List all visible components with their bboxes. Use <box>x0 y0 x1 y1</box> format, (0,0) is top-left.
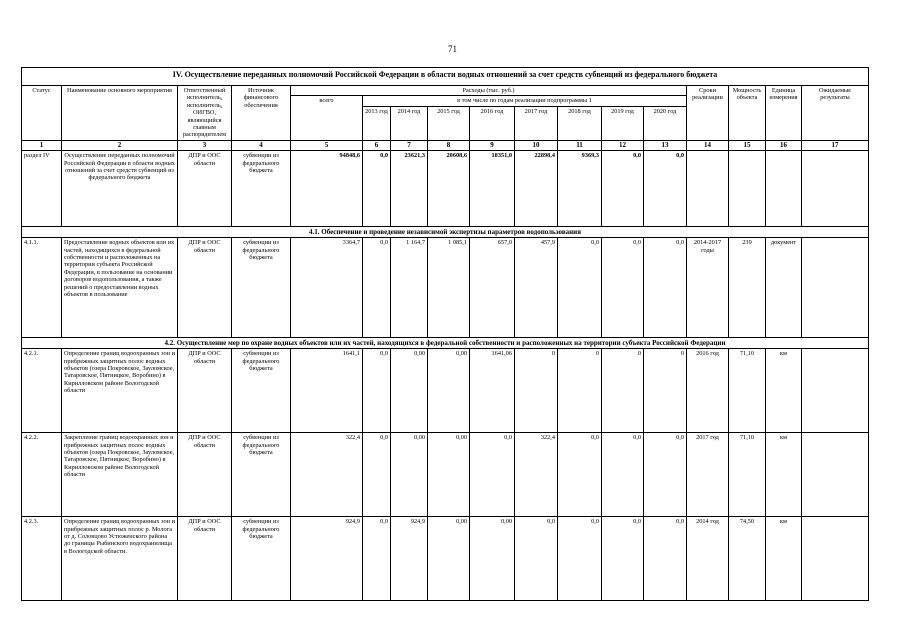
column-number: 9 <box>470 140 515 150</box>
column-number: 12 <box>602 140 644 150</box>
row-value: 0,0 <box>515 517 558 601</box>
column-number: 17 <box>802 140 869 150</box>
row-value: 23621,3 <box>391 151 428 227</box>
row-value: 924,9 <box>291 517 363 601</box>
row-status: 4.2.3. <box>22 517 62 601</box>
row-value: 0,00 <box>428 349 470 433</box>
column-numbers-row <box>22 140 869 150</box>
row-value: 0,00 <box>391 349 428 433</box>
column-number: 15 <box>729 140 766 150</box>
header-terms: Сроки реализации <box>687 86 729 141</box>
row-value: 0,0 <box>558 238 602 338</box>
header-year: 2018 год <box>558 106 602 140</box>
column-number: 1 <box>22 140 62 150</box>
row-value: 0,0 <box>363 238 391 338</box>
column-number: 7 <box>391 140 428 150</box>
row-status: 4.1.1. <box>22 238 62 338</box>
row-value: 0,0 <box>363 349 391 433</box>
row-value: 0,0 <box>644 238 687 338</box>
column-number: 13 <box>644 140 687 150</box>
row-value: 1 085,1 <box>428 238 470 338</box>
row-value: 1641,1 <box>291 349 363 433</box>
row-name: Определение границ водоохранных зон и прибрежных защитных полос р. Молога от д. Соловцово Устюженского района до границы Рыбинского водохранилища в Вологодской области. <box>62 517 178 601</box>
row-value: 0,0 <box>558 433 602 517</box>
row-unit: км <box>766 517 802 601</box>
header-year: 2014 год <box>391 106 428 140</box>
header-status: Статус <box>22 86 62 141</box>
row-capacity: 71,10 <box>729 349 766 433</box>
row-value: 9369,3 <box>558 151 602 227</box>
section-title-4-1: 4.1. Обеспечение и проведение независимой экспертизы параметров водопользования <box>22 227 869 238</box>
row-source: субвенции из федерального бюджета <box>232 433 291 517</box>
column-number: 4 <box>232 140 291 150</box>
row-value: 657,0 <box>470 238 515 338</box>
row-value: 0 <box>602 349 644 433</box>
header-expenses: Расходы (тыс. руб.) <box>291 86 687 96</box>
table-row <box>22 517 869 601</box>
table-row <box>22 433 869 517</box>
row-value: 924,9 <box>391 517 428 601</box>
row-value: 1641,06 <box>470 349 515 433</box>
row-source: субвенции из федерального бюджета <box>232 238 291 338</box>
section-title-4-2: 4.2. Осуществление мер по охране водных объектов или их частей, находящихся в федеральной собственности и расположенных на территории субъекта Российской Федерации <box>22 338 869 349</box>
row-name: Закрепление границ водоохранных зон и прибрежных защитных полос водных объектов (озера Покровское, Зауломское, Татаровское, Пятницкое, Воробино) в Кирилловском районе Вологодской области <box>62 433 178 517</box>
header-year: 2019 год <box>602 106 644 140</box>
row-terms: 2016 год <box>687 349 729 433</box>
header-name: Наименование основного мероприятия <box>62 86 178 141</box>
row-unit: документ <box>766 238 802 338</box>
column-number: 16 <box>766 140 802 150</box>
row-value: 0 <box>515 349 558 433</box>
row-responsible: ДПР и ООС области <box>178 517 232 601</box>
row-value: 322,4 <box>515 433 558 517</box>
page-number: 71 <box>448 44 457 54</box>
row-value: 0,0 <box>602 238 644 338</box>
row-value: 0,0 <box>602 433 644 517</box>
header-by-years: в том числе по годам реализации подпрограммы 1 <box>363 96 687 106</box>
row-value: 0,0 <box>558 517 602 601</box>
column-number: 10 <box>515 140 558 150</box>
row-value: 0,00 <box>391 433 428 517</box>
row-value: 3364,7 <box>291 238 363 338</box>
row-terms: 2014 год <box>687 517 729 601</box>
row-value: 0,0 <box>363 433 391 517</box>
row-capacity: 239 <box>729 238 766 338</box>
row-source: субвенции из федерального бюджета <box>232 349 291 433</box>
header-source: Источник финансового обеспечения <box>232 86 291 141</box>
row-name: Определение границ водоохранных зон и прибрежных защитных полос водных объектов (озера Покровское, Зауломское, Татаровское, Пятницкое, Воробино) в Кирилловском районе Вологодской области <box>62 349 178 433</box>
column-number: 14 <box>687 140 729 150</box>
row-value: 0,0 <box>644 433 687 517</box>
column-number: 8 <box>428 140 470 150</box>
row-value: 0,00 <box>428 433 470 517</box>
row-responsible: ДПР и ООС области <box>178 238 232 338</box>
table-row <box>22 349 869 433</box>
row-value: 0,0 <box>602 517 644 601</box>
column-number: 6 <box>363 140 391 150</box>
row-capacity: 71,10 <box>729 433 766 517</box>
header-expected: Ожидаемые результаты <box>802 86 869 141</box>
header-year: 2020 год <box>644 106 687 140</box>
header-year: 2013 год <box>363 106 391 140</box>
row-responsible: ДПР и ООС области <box>178 151 232 227</box>
table-title: IV. Осуществление переданных полномочий Российской Федерации в области водных отношений за счет средств субвенций из федерального бюджета <box>22 68 869 86</box>
row-value: 322,4 <box>291 433 363 517</box>
column-number: 5 <box>291 140 363 150</box>
row-value: 0,0 <box>644 151 687 227</box>
header-year: 2015 год <box>428 106 470 140</box>
row-value: 0,0 <box>470 433 515 517</box>
row-value: 0 <box>644 349 687 433</box>
row-value: 0 <box>558 349 602 433</box>
row-status: 4.2.2. <box>22 433 62 517</box>
row-responsible: ДПР и ООС области <box>178 433 232 517</box>
column-number: 11 <box>558 140 602 150</box>
header-total: всего <box>291 96 363 140</box>
column-number: 3 <box>178 140 232 150</box>
header-capacity: Мощность объекта <box>729 86 766 141</box>
header-year: 2017 год <box>515 106 558 140</box>
row-source: субвенции из федерального бюджета <box>232 517 291 601</box>
row-terms: 2017 год <box>687 433 729 517</box>
row-source: субвенции из федерального бюджета <box>232 151 291 227</box>
row-responsible: ДПР и ООС области <box>178 349 232 433</box>
row-value: 18351,0 <box>470 151 515 227</box>
row-value: 0,0 <box>602 151 644 227</box>
row-value: 0,0 <box>363 517 391 601</box>
row-status: 4.2.1. <box>22 349 62 433</box>
header-unit: Единица измерения <box>766 86 802 141</box>
table-row <box>22 151 869 227</box>
row-value: 20608,6 <box>428 151 470 227</box>
table-row <box>22 238 869 338</box>
row-unit: км <box>766 349 802 433</box>
row-value: 0,0 <box>363 151 391 227</box>
column-number: 2 <box>62 140 178 150</box>
row-value: 1 164,7 <box>391 238 428 338</box>
row-value: 0,00 <box>428 517 470 601</box>
row-value: 94848,6 <box>291 151 363 227</box>
row-unit: км <box>766 433 802 517</box>
header-year: 2016 год <box>470 106 515 140</box>
row-value: 0,00 <box>470 517 515 601</box>
row-value: 0,0 <box>644 517 687 601</box>
expenses-table <box>21 67 869 601</box>
row-status: раздел IV <box>22 151 62 227</box>
row-capacity: 74,50 <box>729 517 766 601</box>
row-value: 457,9 <box>515 238 558 338</box>
row-value: 22898,4 <box>515 151 558 227</box>
row-name: Предоставление водных объектов или их частей, находящихся в федеральной собственности и расположенных на территории субъекта Российской Федерации, в пользование на основании договоров водопользования, а также решений о предоставлении водных объектов в пользование <box>62 238 178 338</box>
row-terms: 2014-2017 годы <box>687 238 729 338</box>
header-responsible: Ответственный исполнитель, исполнитель, ОИГВО, являющийся главным распорядителем <box>178 86 232 141</box>
row-name: Осуществление переданных полномочий Российской Федерации в области водных отношений за счет средств субвенций из федерального бюджета <box>62 151 178 227</box>
